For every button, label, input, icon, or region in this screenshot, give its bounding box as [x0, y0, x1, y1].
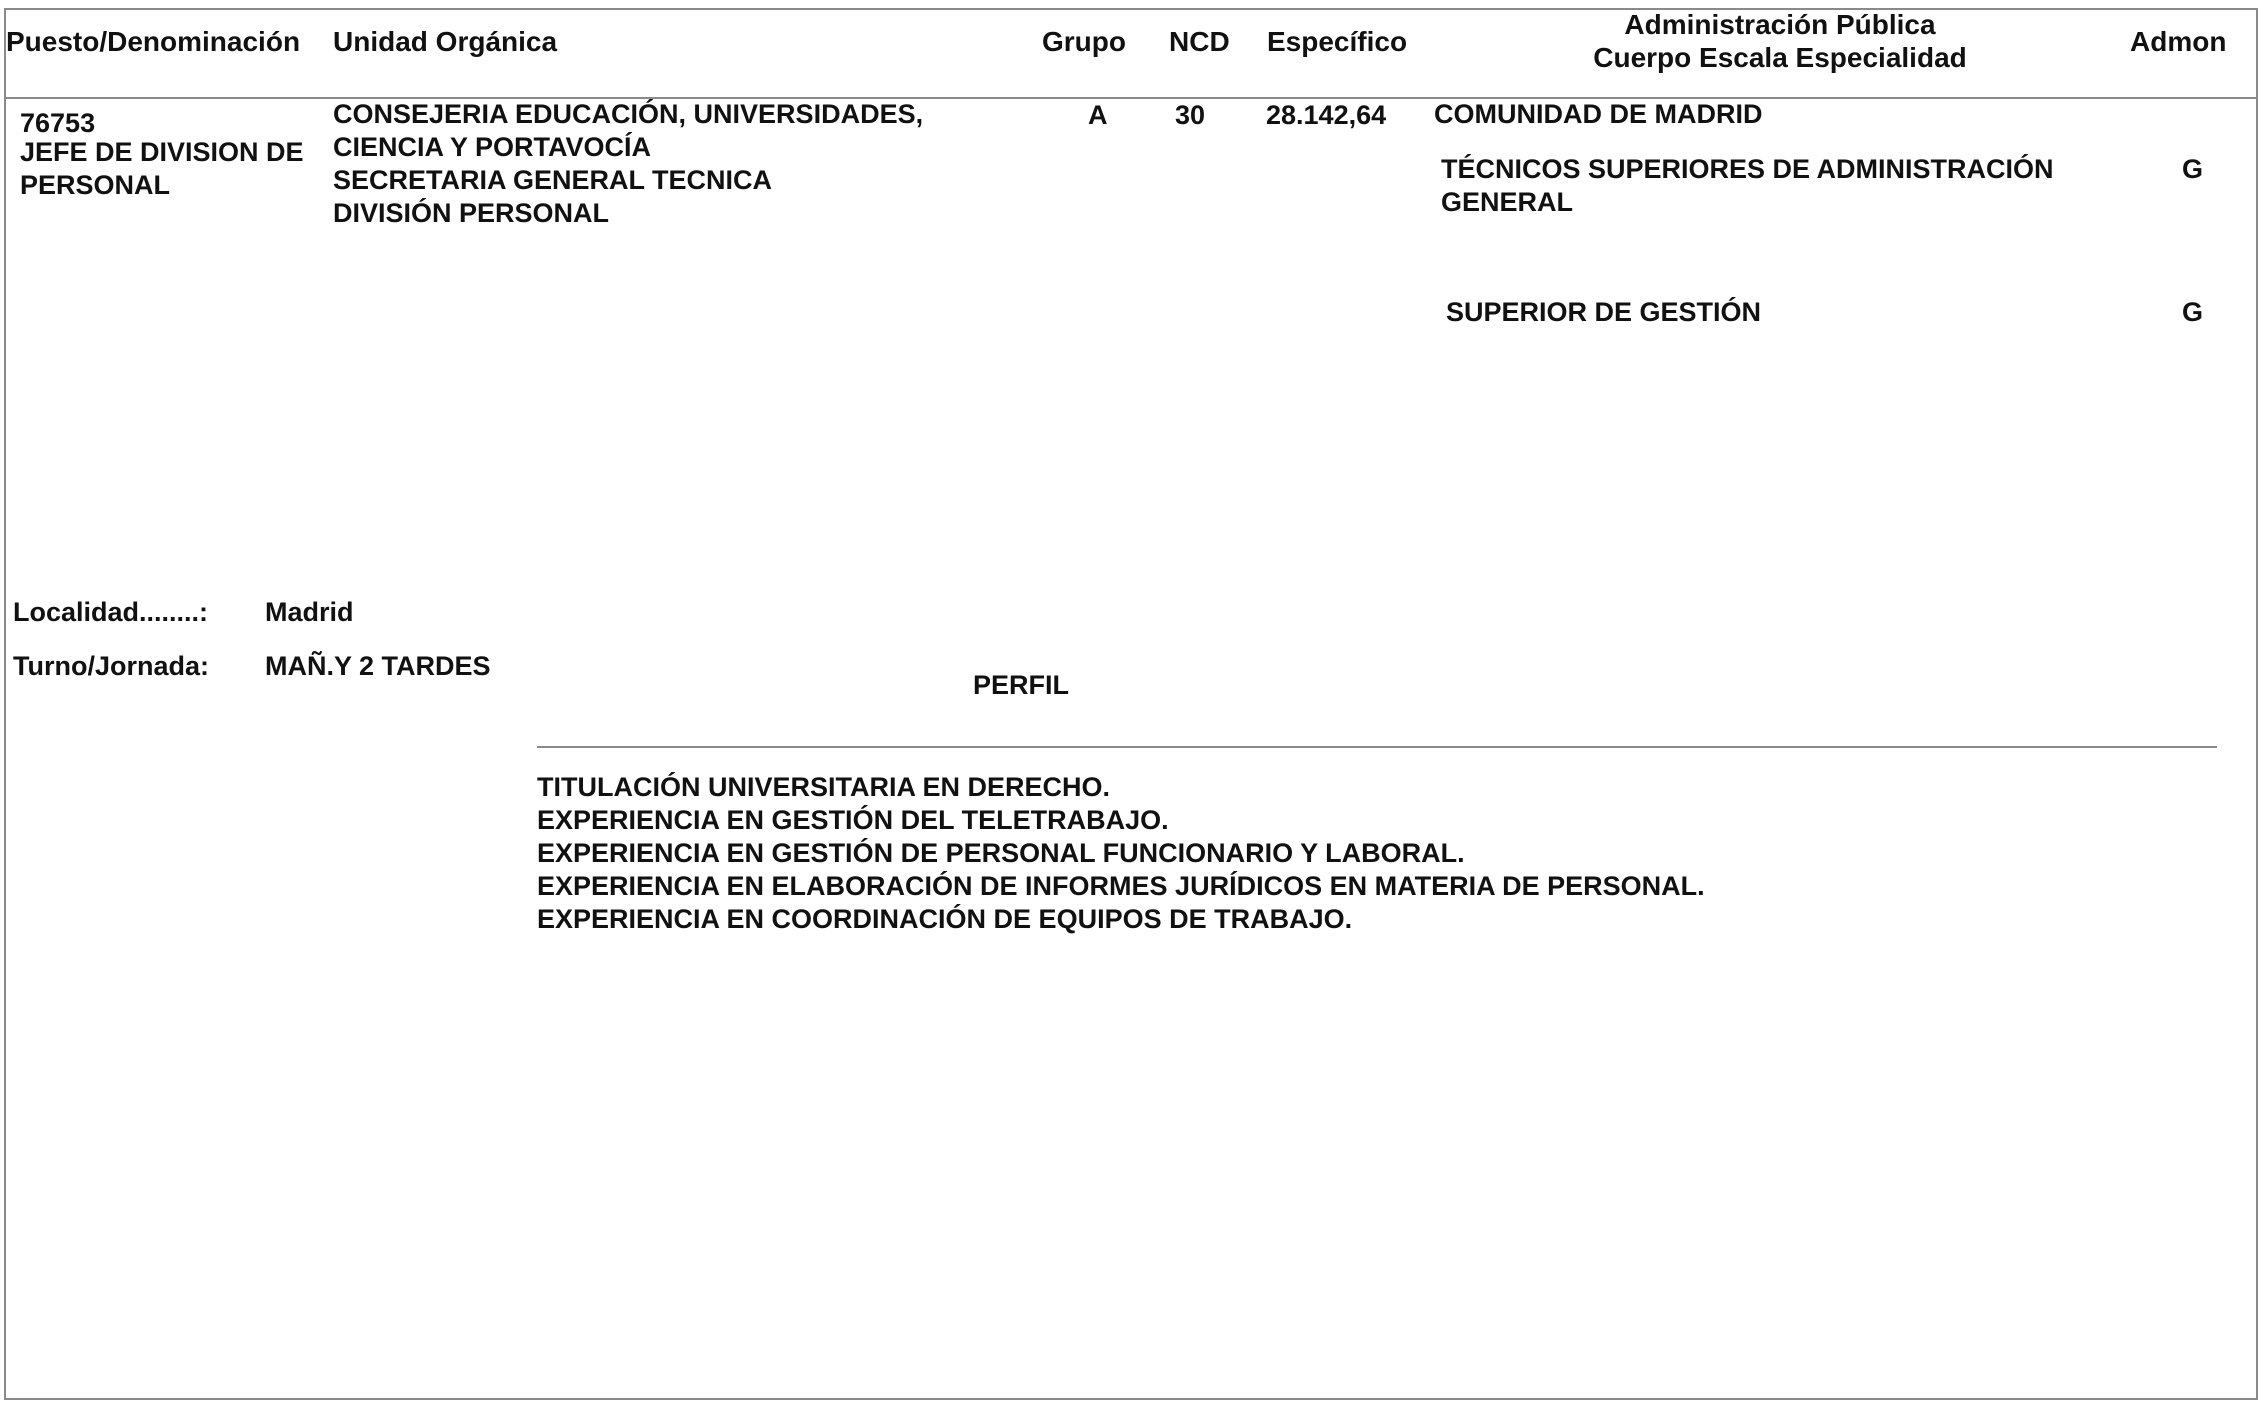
unidad-line: SECRETARIA GENERAL TECNICA — [333, 165, 773, 195]
turno-value: MAÑ.Y 2 TARDES — [265, 651, 491, 681]
header-cuerpo-escala-especialidad: Cuerpo Escala Especialidad — [1593, 42, 1967, 73]
header-unidad-organica: Unidad Orgánica — [333, 26, 558, 57]
localidad-label: Localidad........: — [13, 597, 209, 627]
turno-label: Turno/Jornada: — [13, 651, 210, 681]
escala-value: SUPERIOR DE GESTIÓN — [1446, 297, 1762, 327]
especifico-value: 28.142,64 — [1266, 100, 1387, 130]
unidad-line: CIENCIA Y PORTAVOCÍA — [333, 132, 652, 162]
unidad-line: DIVISIÓN PERSONAL — [333, 198, 610, 228]
unidad-organica — [333, 98, 923, 230]
puesto-denominacion — [20, 136, 304, 202]
header-admon: Admon — [2130, 26, 2227, 57]
perfil-item: TITULACIÓN UNIVERSITARIA EN DERECHO. — [537, 772, 1111, 802]
escala-admon-value: G — [2182, 297, 2204, 327]
localidad-value: Madrid — [265, 597, 354, 627]
perfil-divider — [537, 746, 2217, 748]
cuerpo-value — [1441, 153, 2054, 219]
header-grupo: Grupo — [1042, 26, 1126, 57]
denominacion-line: PERSONAL — [20, 170, 171, 200]
cuerpo-line: TÉCNICOS SUPERIORES DE ADMINISTRACIÓN — [1441, 154, 2054, 184]
perfil-title: PERFIL — [973, 670, 1070, 700]
header-especifico: Específico — [1267, 26, 1408, 57]
perfil-item: EXPERIENCIA EN ELABORACIÓN DE INFORMES JURÍDICOS EN MATERIA DE PERSONAL. — [537, 871, 1705, 901]
header-puesto: Puesto/Denominación — [6, 26, 301, 57]
cuerpo-line: GENERAL — [1441, 187, 1574, 217]
cuerpo-admon-value: G — [2182, 154, 2204, 184]
perfil-item: EXPERIENCIA EN GESTIÓN DEL TELETRABAJO. — [537, 805, 1169, 835]
denominacion-line: JEFE DE DIVISION DE — [20, 137, 304, 167]
perfil-item: EXPERIENCIA EN COORDINACIÓN DE EQUIPOS DE TRABAJO. — [537, 904, 1353, 934]
perfil-list — [537, 771, 1705, 936]
header-administracion-publica: Administración Pública — [1624, 9, 1936, 40]
perfil-item: EXPERIENCIA EN GESTIÓN DE PERSONAL FUNCIONARIO Y LABORAL. — [537, 838, 1465, 868]
grupo-value: A — [1088, 100, 1108, 130]
unidad-line: CONSEJERIA EDUCACIÓN, UNIVERSIDADES, — [333, 99, 924, 129]
ncd-value: 30 — [1175, 100, 1206, 130]
header-ncd: NCD — [1169, 26, 1230, 57]
puesto-codigo: 76753 — [20, 108, 96, 138]
administracion-value: COMUNIDAD DE MADRID — [1434, 99, 1763, 129]
